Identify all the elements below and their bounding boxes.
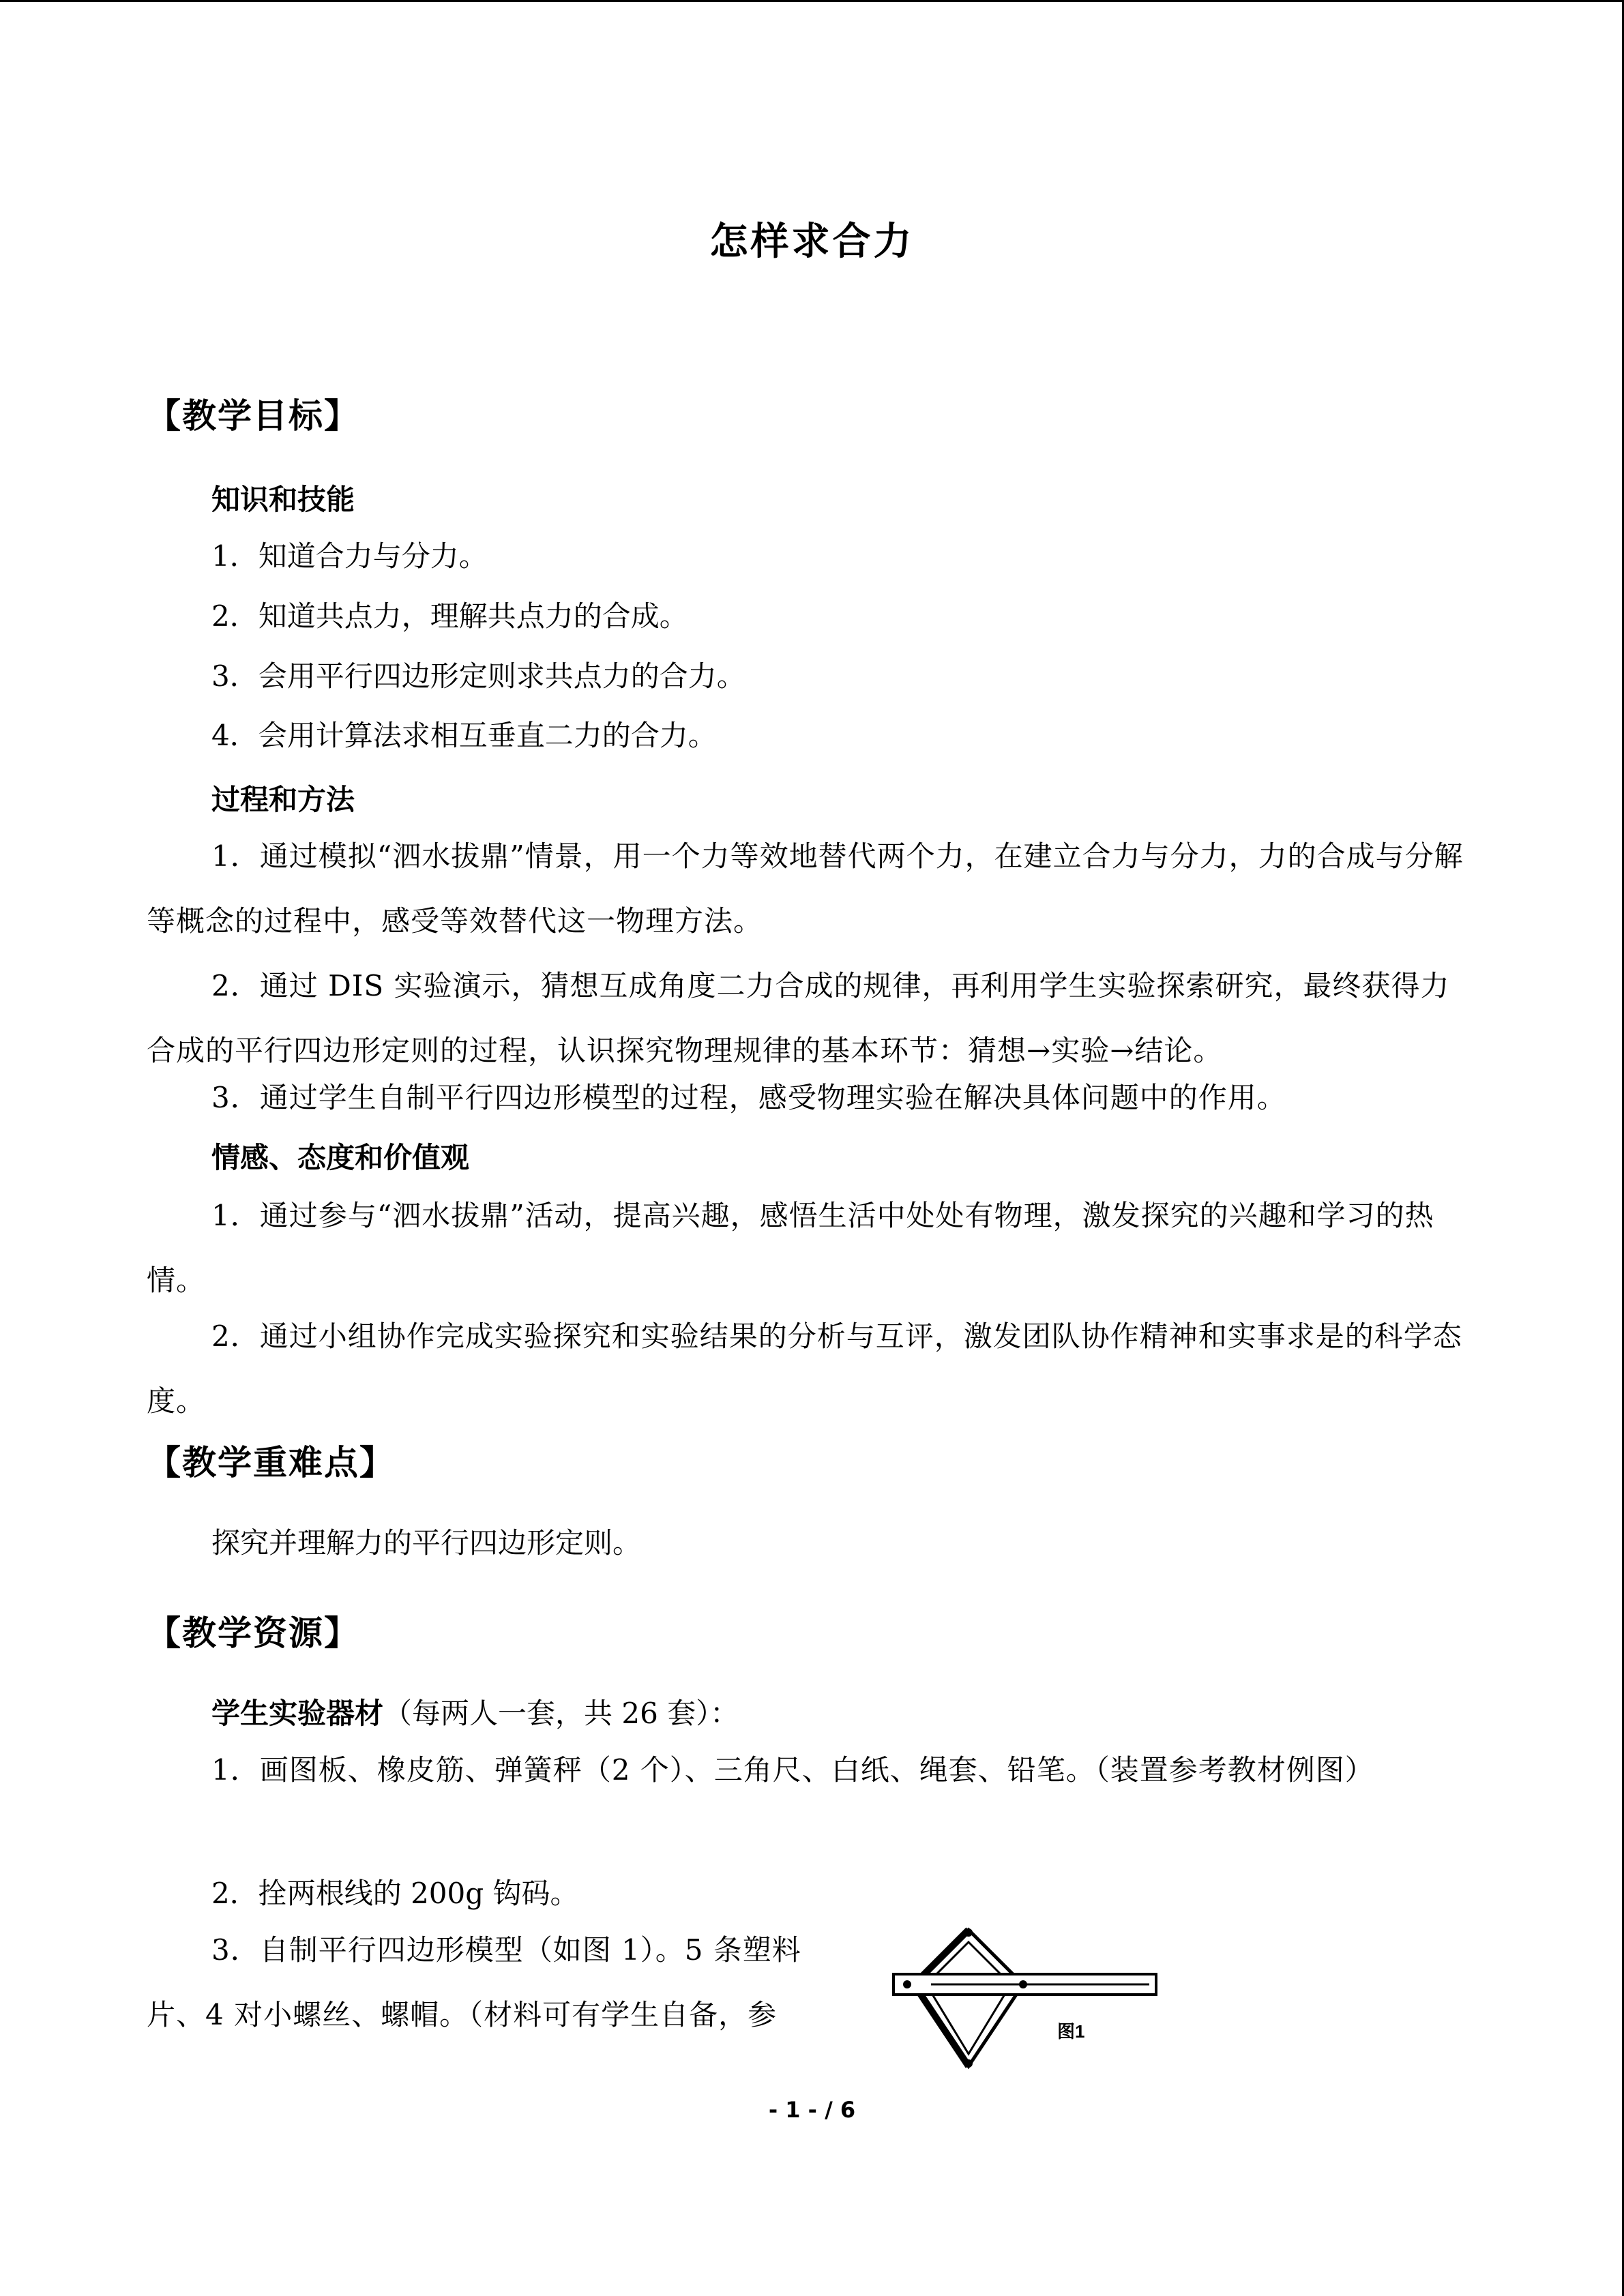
knowledge-item-2: 2．知道共点力，理解共点力的合成。	[211, 599, 688, 633]
heading-objectives: 【教学目标】	[147, 396, 359, 436]
knowledge-item-3: 3．会用平行四边形定则求共点力的合力。	[211, 659, 745, 693]
values-item-2: 2．通过小组协作完成实验探究和实验结果的分析与互评，激发团队协作精神和实事求是的科学态度。	[147, 1320, 1462, 1418]
screw-top	[964, 1928, 973, 1937]
strip-lower-left	[914, 1984, 969, 2066]
knowledge-item-1: 1．知道合力与分力。	[211, 539, 488, 573]
page-number: - 1 - / 6	[768, 2097, 856, 2123]
subheading-knowledge: 知识和技能	[211, 483, 355, 516]
heading-key-points: 【教学重难点】	[147, 1443, 395, 1482]
outer-frame	[914, 1930, 1023, 2066]
values-item-1: 1．通过参与“泗水拔鼎”活动，提高兴趣，感悟生活中处处有物理，激发探究的兴趣和学习的热情。	[147, 1199, 1434, 1297]
figure-label: 图1	[1057, 2021, 1085, 2042]
student-materials-title: 学生实验器材	[211, 1697, 384, 1730]
resource-item-2: 2．拴两根线的 200g 钩码。	[211, 1877, 579, 1910]
student-materials-note: （每两人一套，共 26 套）：	[383, 1697, 739, 1730]
process-item-2: 2．通过 DIS 实验演示，猜想互成角度二力合成的规律，再利用学生实验探索研究，最终获得力合成的平行四边形定则的过程，认识探究物理规律的基本环节：猜想→实验→结论。	[147, 969, 1450, 1067]
figure-1-parallelogram-model	[887, 1916, 1160, 2093]
subheading-process: 过程和方法	[211, 783, 355, 816]
student-materials-line	[211, 1694, 739, 1733]
page-border-top	[0, 0, 1624, 2]
process-item-3: 3．通过学生自制平行四边形模型的过程，感受物理实验在解决具体问题中的作用。	[211, 1081, 1286, 1114]
heading-resources: 【教学资源】	[147, 1613, 359, 1653]
subheading-values: 情感、态度和价值观	[211, 1141, 470, 1174]
screw-right	[1019, 1980, 1027, 1988]
knowledge-item-4: 4．会用计算法求相互垂直二力的合力。	[211, 719, 717, 752]
resource-item-3: 3．自制平行四边形模型（如图 1）。5 条塑料片、4 对小螺丝、螺帽。（材料可有学生自备，参	[147, 1933, 801, 2031]
screw-left	[903, 1980, 911, 1988]
screw-bottom	[964, 2059, 973, 2068]
process-item-1: 1．通过模拟“泗水拔鼎”情景，用一个力等效地替代两个力，在建立合力与分力，力的合成与分解等概念的过程中，感受等效替代这一物理方法。	[147, 839, 1464, 938]
key-points-text: 探究并理解力的平行四边形定则。	[211, 1526, 642, 1560]
document-title: 怎样求合力	[709, 220, 915, 264]
parallelogram-model-drawing	[887, 1916, 1160, 2093]
resource-item-1: 1．画图板、橡皮筋、弹簧秤（2 个）、三角尺、白纸、绳套、铅笔。（装置参考教材例图）	[211, 1753, 1374, 1787]
